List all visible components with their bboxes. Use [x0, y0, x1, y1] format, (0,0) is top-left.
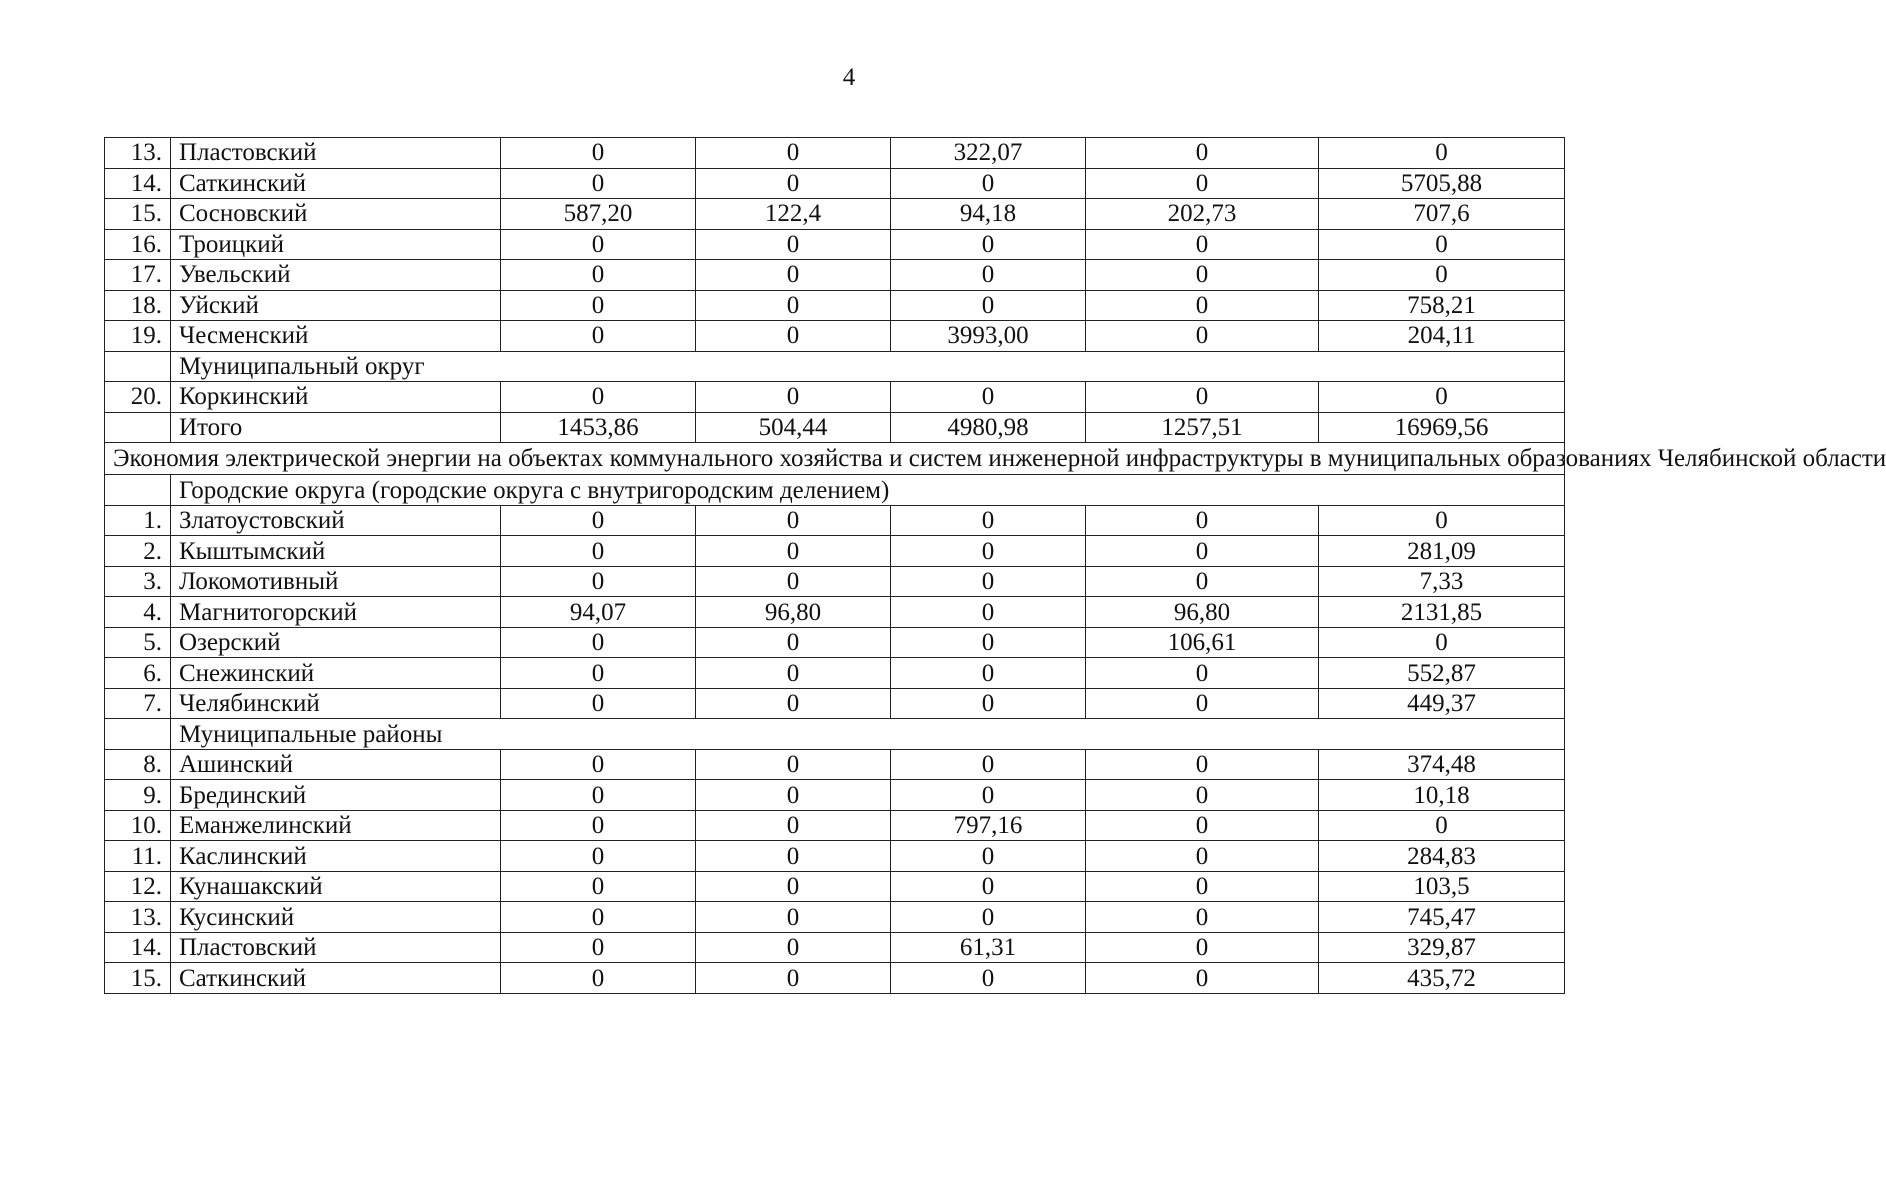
municipality-name: Сосновский [171, 199, 501, 230]
value-cell: 0 [1086, 688, 1319, 719]
value-cell: 0 [501, 382, 696, 413]
total-value: 16969,56 [1319, 412, 1565, 443]
value-cell: 0 [1086, 902, 1319, 933]
value-cell: 0 [696, 658, 891, 689]
value-cell: 0 [696, 963, 891, 994]
row-number: 18. [105, 290, 171, 321]
table-row [105, 199, 1565, 230]
value-cell: 0 [1086, 932, 1319, 963]
value-cell: 0 [1086, 536, 1319, 567]
table-row [105, 902, 1565, 933]
table-row [105, 688, 1565, 719]
value-cell: 0 [501, 841, 696, 872]
value-cell: 0 [1086, 290, 1319, 321]
municipality-name: Магнитогорский [171, 597, 501, 628]
row-number: 15. [105, 199, 171, 230]
table-row [105, 138, 1565, 169]
municipality-name: Златоустовский [171, 505, 501, 536]
table-row [105, 810, 1565, 841]
municipality-name: Брединский [171, 780, 501, 811]
row-number: 15. [105, 963, 171, 994]
group-label: Муниципальные районы [171, 719, 1565, 750]
table-row [105, 749, 1565, 780]
value-cell: 0 [696, 749, 891, 780]
value-cell: 0 [501, 688, 696, 719]
value-cell: 0 [1086, 168, 1319, 199]
value-cell: 284,83 [1319, 841, 1565, 872]
value-cell: 0 [891, 963, 1086, 994]
municipality-name: Челябинский [171, 688, 501, 719]
municipality-name: Кусинский [171, 902, 501, 933]
value-cell: 587,20 [501, 199, 696, 230]
table-row [105, 627, 1565, 658]
value-cell: 0 [696, 536, 891, 567]
value-cell: 0 [501, 627, 696, 658]
table-row [105, 168, 1565, 199]
table-body [105, 138, 1886, 994]
value-cell: 0 [1086, 871, 1319, 902]
value-cell: 103,5 [1319, 871, 1565, 902]
value-cell: 0 [1086, 780, 1319, 811]
row-number: 14. [105, 168, 171, 199]
value-cell: 0 [696, 871, 891, 902]
municipality-name: Саткинский [171, 168, 501, 199]
value-cell: 0 [1086, 963, 1319, 994]
value-cell: 0 [1319, 382, 1565, 413]
row-number-cell [105, 475, 171, 506]
value-cell: 0 [501, 871, 696, 902]
row-number: 9. [105, 780, 171, 811]
value-cell: 0 [891, 749, 1086, 780]
table-row [105, 932, 1565, 963]
table-row [105, 229, 1565, 260]
municipality-name: Ашинский [171, 749, 501, 780]
municipality-name: Кыштымский [171, 536, 501, 567]
total-value: 1453,86 [501, 412, 696, 443]
value-cell: 745,47 [1319, 902, 1565, 933]
municipality-name: Еманжелинский [171, 810, 501, 841]
value-cell: 10,18 [1319, 780, 1565, 811]
value-cell: 94,07 [501, 597, 696, 628]
value-cell: 0 [891, 627, 1086, 658]
value-cell: 758,21 [1319, 290, 1565, 321]
municipality-name: Коркинский [171, 382, 501, 413]
value-cell: 0 [696, 260, 891, 291]
value-cell: 0 [891, 841, 1086, 872]
total-label: Итого [171, 412, 501, 443]
value-cell: 0 [501, 902, 696, 933]
value-cell: 0 [501, 536, 696, 567]
value-cell: 61,31 [891, 932, 1086, 963]
row-number: 14. [105, 932, 171, 963]
row-number: 10. [105, 810, 171, 841]
value-cell: 0 [501, 321, 696, 352]
table-row [105, 505, 1565, 536]
value-cell: 0 [696, 780, 891, 811]
value-cell: 0 [891, 658, 1086, 689]
value-cell: 0 [501, 932, 696, 963]
value-cell: 0 [501, 749, 696, 780]
value-cell: 0 [501, 780, 696, 811]
value-cell: 0 [1319, 138, 1565, 169]
value-cell: 96,80 [1086, 597, 1319, 628]
value-cell: 281,09 [1319, 536, 1565, 567]
value-cell: 0 [891, 536, 1086, 567]
value-cell: 0 [696, 290, 891, 321]
table-row [105, 382, 1565, 413]
value-cell: 0 [1319, 260, 1565, 291]
row-number-cell [105, 719, 171, 750]
value-cell: 329,87 [1319, 932, 1565, 963]
municipality-name: Увельский [171, 260, 501, 291]
table-row [105, 290, 1565, 321]
value-cell: 0 [891, 780, 1086, 811]
row-number: 16. [105, 229, 171, 260]
value-cell: 0 [501, 658, 696, 689]
value-cell: 106,61 [1086, 627, 1319, 658]
value-cell: 374,48 [1319, 749, 1565, 780]
page-number: 4 [842, 64, 856, 91]
value-cell: 0 [1319, 229, 1565, 260]
table-row [105, 963, 1565, 994]
row-number-cell [105, 412, 171, 443]
value-cell: 797,16 [891, 810, 1086, 841]
value-cell: 0 [696, 168, 891, 199]
value-cell: 0 [891, 168, 1086, 199]
value-cell: 7,33 [1319, 566, 1565, 597]
value-cell: 0 [696, 321, 891, 352]
total-value: 1257,51 [1086, 412, 1319, 443]
value-cell: 0 [891, 566, 1086, 597]
value-cell: 0 [501, 138, 696, 169]
value-cell: 5705,88 [1319, 168, 1565, 199]
row-number: 6. [105, 658, 171, 689]
value-cell: 0 [1086, 321, 1319, 352]
table-row [105, 658, 1565, 689]
value-cell: 94,18 [891, 199, 1086, 230]
municipality-name: Троицкий [171, 229, 501, 260]
value-cell: 0 [696, 810, 891, 841]
municipality-name: Пластовский [171, 932, 501, 963]
value-cell: 0 [696, 229, 891, 260]
value-cell: 0 [501, 963, 696, 994]
value-cell: 552,87 [1319, 658, 1565, 689]
value-cell: 122,4 [696, 199, 891, 230]
value-cell: 0 [696, 566, 891, 597]
value-cell: 0 [1319, 627, 1565, 658]
value-cell: 0 [1086, 505, 1319, 536]
table-row [105, 536, 1565, 567]
value-cell: 0 [891, 260, 1086, 291]
table-row [105, 566, 1565, 597]
group-label: Муниципальный округ [171, 351, 1565, 382]
value-cell: 435,72 [1319, 963, 1565, 994]
value-cell: 0 [501, 505, 696, 536]
value-cell: 0 [891, 229, 1086, 260]
row-number: 1. [105, 505, 171, 536]
group-label: Городские округа (городские округа с внутригородским делением) [171, 475, 1565, 506]
value-cell: 0 [696, 627, 891, 658]
value-cell: 449,37 [1319, 688, 1565, 719]
row-number: 19. [105, 321, 171, 352]
value-cell: 0 [1319, 505, 1565, 536]
row-number: 8. [105, 749, 171, 780]
row-number: 7. [105, 688, 171, 719]
group-header-row [105, 475, 1565, 506]
row-number-cell [105, 351, 171, 382]
row-number: 3. [105, 566, 171, 597]
value-cell: 0 [1086, 841, 1319, 872]
row-number: 17. [105, 260, 171, 291]
value-cell: 0 [891, 902, 1086, 933]
table-row [105, 780, 1565, 811]
value-cell: 0 [501, 810, 696, 841]
value-cell: 96,80 [696, 597, 891, 628]
municipality-name: Озерский [171, 627, 501, 658]
row-number: 12. [105, 871, 171, 902]
table-row [105, 321, 1565, 352]
municipality-name: Пластовский [171, 138, 501, 169]
municipality-name: Чесменский [171, 321, 501, 352]
value-cell: 0 [891, 597, 1086, 628]
value-cell: 0 [1086, 229, 1319, 260]
value-cell: 707,6 [1319, 199, 1565, 230]
value-cell: 0 [696, 688, 891, 719]
value-cell: 0 [891, 688, 1086, 719]
value-cell: 0 [891, 290, 1086, 321]
value-cell: 0 [696, 932, 891, 963]
value-cell: 0 [1086, 566, 1319, 597]
section-heading-row [105, 443, 1565, 475]
row-number: 13. [105, 902, 171, 933]
value-cell: 0 [501, 260, 696, 291]
value-cell: 2131,85 [1319, 597, 1565, 628]
municipality-name: Снежинский [171, 658, 501, 689]
row-number: 5. [105, 627, 171, 658]
value-cell: 0 [891, 505, 1086, 536]
value-cell: 0 [696, 382, 891, 413]
municipality-name: Саткинский [171, 963, 501, 994]
value-cell: 0 [1086, 382, 1319, 413]
value-cell: 0 [1319, 810, 1565, 841]
value-cell: 0 [696, 841, 891, 872]
value-cell: 0 [696, 138, 891, 169]
total-value: 4980,98 [891, 412, 1086, 443]
total-value: 504,44 [696, 412, 891, 443]
value-cell: 3993,00 [891, 321, 1086, 352]
value-cell: 0 [501, 566, 696, 597]
row-number: 4. [105, 597, 171, 628]
value-cell: 0 [1086, 810, 1319, 841]
value-cell: 204,11 [1319, 321, 1565, 352]
row-number: 13. [105, 138, 171, 169]
group-header-row [105, 351, 1565, 382]
row-number: 11. [105, 841, 171, 872]
municipality-name: Кунашакский [171, 871, 501, 902]
value-cell: 0 [891, 871, 1086, 902]
table-row [105, 871, 1565, 902]
municipality-name: Каслинский [171, 841, 501, 872]
value-cell: 0 [696, 505, 891, 536]
value-cell: 0 [1086, 749, 1319, 780]
value-cell: 0 [501, 229, 696, 260]
table-row [105, 841, 1565, 872]
row-number: 20. [105, 382, 171, 413]
municipality-name: Локомотивный [171, 566, 501, 597]
value-cell: 0 [501, 290, 696, 321]
value-cell: 0 [1086, 658, 1319, 689]
table-row [105, 260, 1565, 291]
value-cell: 322,07 [891, 138, 1086, 169]
value-cell: 0 [501, 168, 696, 199]
data-table [104, 137, 1886, 994]
value-cell: 0 [891, 382, 1086, 413]
group-header-row [105, 719, 1565, 750]
total-row [105, 412, 1565, 443]
table-row [105, 597, 1565, 628]
value-cell: 0 [1086, 138, 1319, 169]
value-cell: 202,73 [1086, 199, 1319, 230]
value-cell: 0 [1086, 260, 1319, 291]
section-heading: Экономия электрической энергии на объектах коммунального хозяйства и систем инженерной инфраструктуры в муниципальных образованиях Челябинской области [105, 443, 1565, 475]
value-cell: 0 [696, 902, 891, 933]
row-number: 2. [105, 536, 171, 567]
municipality-name: Уйский [171, 290, 501, 321]
